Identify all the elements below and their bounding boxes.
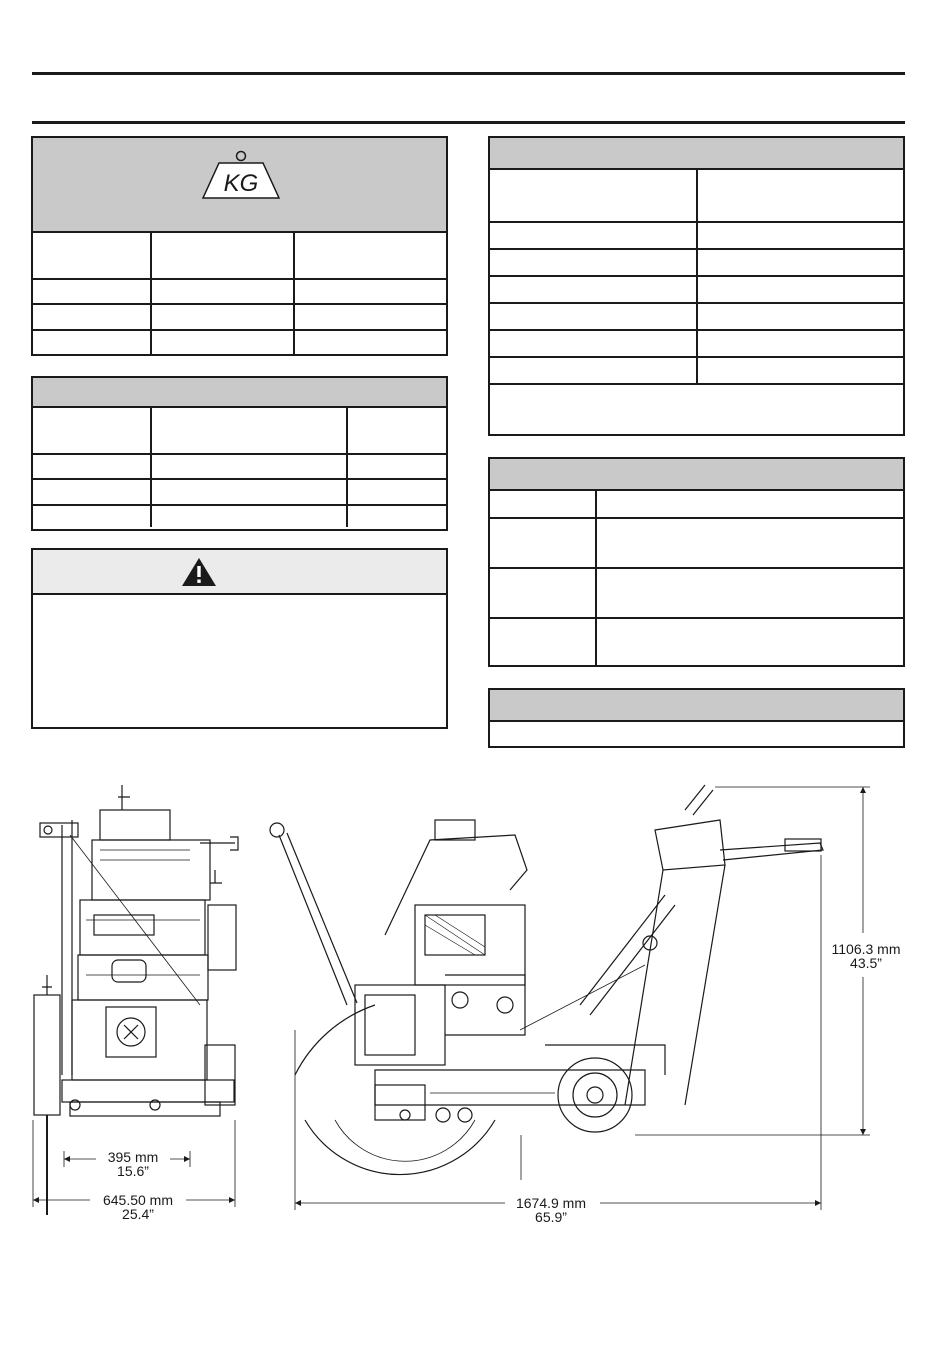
table-cell bbox=[33, 330, 151, 354]
table-cell bbox=[697, 249, 903, 276]
table-cell bbox=[151, 505, 347, 527]
table-cell bbox=[490, 330, 697, 357]
table-cell bbox=[347, 408, 446, 454]
table-cell bbox=[33, 479, 151, 505]
width-inner-in: 15.6” bbox=[117, 1163, 149, 1179]
weight-table-grid bbox=[33, 233, 446, 354]
table-cell bbox=[347, 454, 446, 479]
table-cell bbox=[151, 454, 347, 479]
spec-table-left-header bbox=[33, 378, 446, 408]
table-cell bbox=[490, 518, 596, 568]
warning-header bbox=[33, 550, 446, 595]
spec-table-right-grid bbox=[490, 170, 903, 407]
table-cell bbox=[697, 170, 903, 222]
table-cell bbox=[490, 170, 697, 222]
top-rule bbox=[32, 72, 905, 75]
height-mm: 1106.3 mm bbox=[831, 941, 901, 957]
table-cell bbox=[151, 304, 294, 330]
spec-table-right-2-grid bbox=[490, 491, 903, 665]
table-cell bbox=[596, 618, 903, 665]
table-cell bbox=[294, 233, 446, 279]
table-cell bbox=[294, 304, 446, 330]
table-cell bbox=[697, 222, 903, 249]
width-total-in: 25.4” bbox=[122, 1206, 154, 1222]
spec-table-right bbox=[488, 136, 905, 436]
table-cell bbox=[596, 518, 903, 568]
weight-icon bbox=[199, 150, 283, 202]
table-cell bbox=[33, 233, 151, 279]
table-cell bbox=[490, 491, 596, 518]
weight-table bbox=[31, 136, 448, 356]
length-in: 65.9” bbox=[535, 1209, 567, 1225]
table-cell bbox=[697, 357, 903, 384]
table-cell bbox=[697, 276, 903, 303]
spec-table-right-2-header bbox=[490, 459, 903, 491]
spec-table-right-3 bbox=[488, 688, 905, 748]
table-cell bbox=[33, 279, 151, 304]
table-cell bbox=[33, 505, 151, 527]
height-in: 43.5” bbox=[850, 955, 882, 971]
section-rule bbox=[32, 121, 905, 124]
table-cell bbox=[490, 249, 697, 276]
spec-table-left-grid bbox=[33, 408, 446, 527]
table-cell bbox=[294, 279, 446, 304]
spec-table-right-header bbox=[490, 138, 903, 170]
table-cell bbox=[490, 303, 697, 330]
table-cell bbox=[33, 454, 151, 479]
table-cell bbox=[697, 330, 903, 357]
machine-side-view bbox=[265, 775, 905, 1215]
weight-table-header bbox=[33, 138, 446, 233]
table-cell bbox=[596, 568, 903, 618]
table-cell bbox=[151, 233, 294, 279]
width-inner-label bbox=[96, 1150, 170, 1178]
weight-symbol-text: KG bbox=[223, 170, 259, 197]
table-cell bbox=[596, 491, 903, 518]
table-cell bbox=[490, 384, 903, 407]
table-cell bbox=[490, 568, 596, 618]
table-cell bbox=[347, 505, 446, 527]
warning-box bbox=[31, 548, 448, 729]
table-cell bbox=[151, 330, 294, 354]
spec-table-left bbox=[31, 376, 448, 531]
spec-table-right-2 bbox=[488, 457, 905, 667]
width-total-label bbox=[90, 1193, 186, 1221]
table-cell bbox=[490, 357, 697, 384]
table-cell bbox=[33, 408, 151, 454]
table-cell bbox=[490, 618, 596, 665]
table-cell bbox=[151, 479, 347, 505]
table-cell bbox=[33, 304, 151, 330]
length-mm: 1674.9 mm bbox=[515, 1195, 587, 1211]
width-total-mm: 645.50 mm bbox=[102, 1192, 174, 1208]
spec-table-right-3-header bbox=[490, 690, 903, 722]
width-inner-mm: 395 mm bbox=[107, 1149, 159, 1165]
length-label bbox=[505, 1196, 597, 1224]
table-cell bbox=[151, 408, 347, 454]
table-cell bbox=[697, 303, 903, 330]
table-cell bbox=[490, 222, 697, 249]
height-label bbox=[826, 942, 906, 970]
table-cell bbox=[490, 276, 697, 303]
warning-triangle-icon bbox=[181, 557, 217, 587]
table-cell bbox=[347, 479, 446, 505]
table-cell bbox=[294, 330, 446, 354]
table-cell bbox=[151, 279, 294, 304]
